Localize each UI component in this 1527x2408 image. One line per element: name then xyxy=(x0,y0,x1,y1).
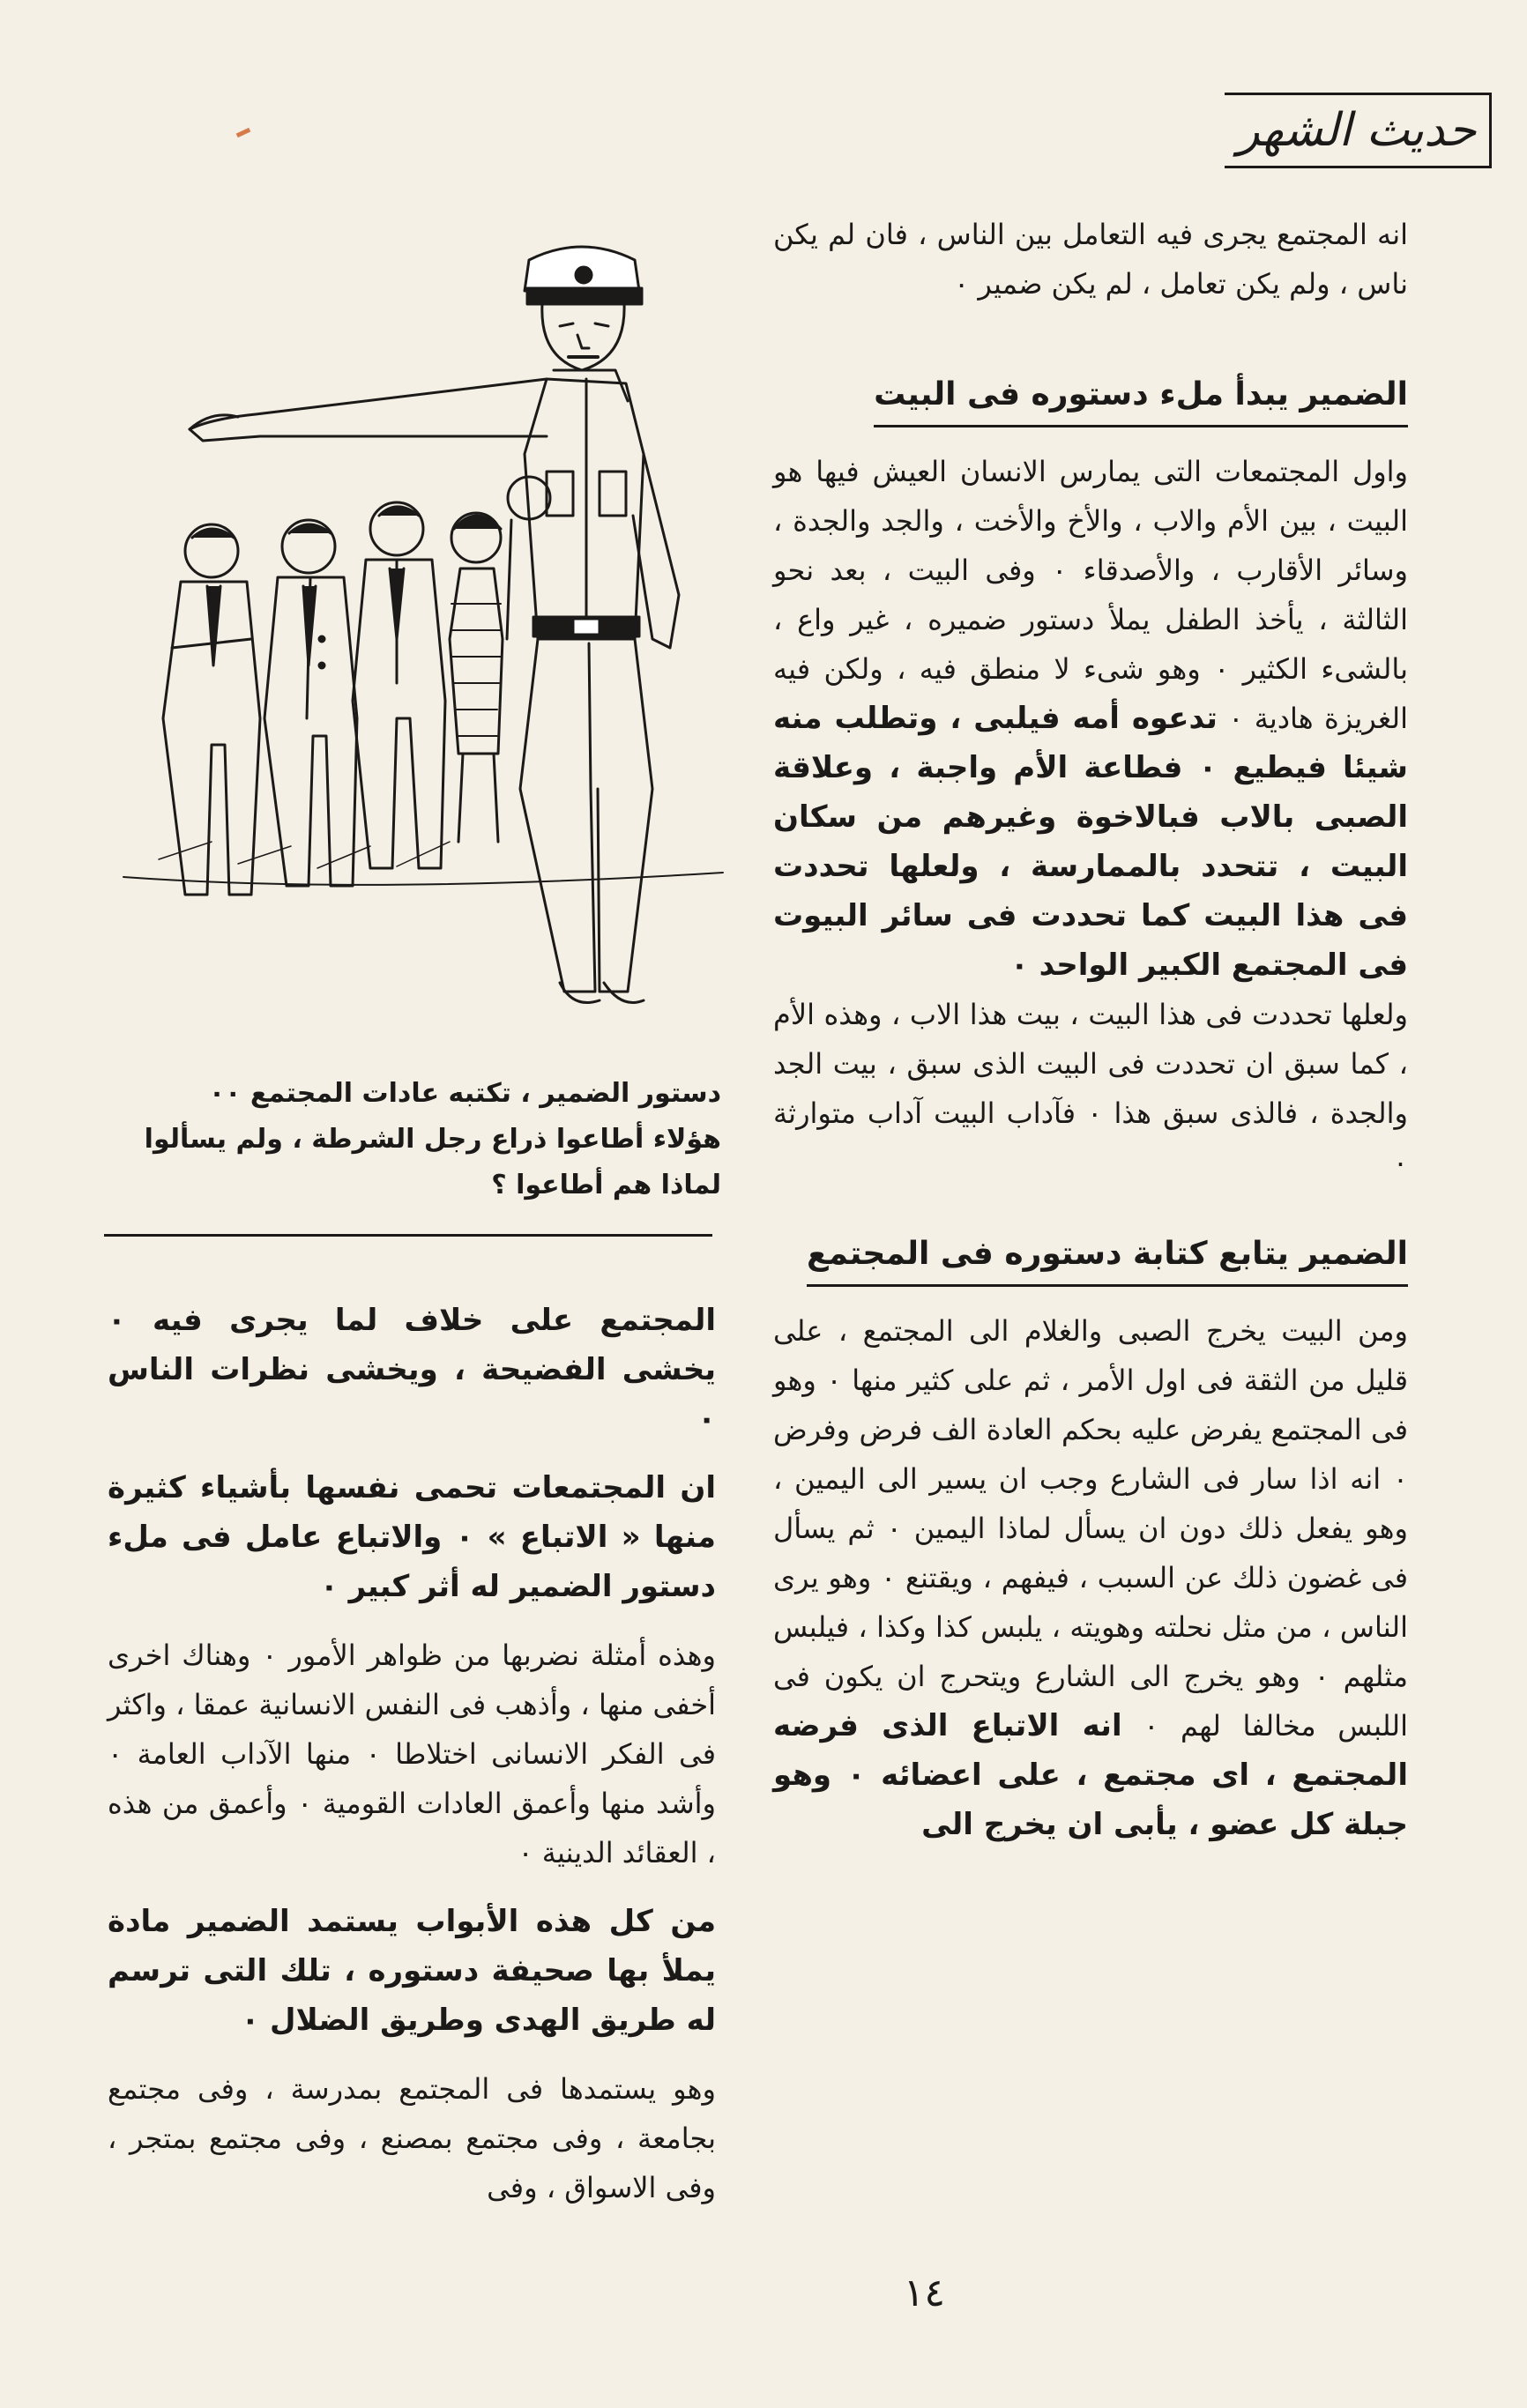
paragraph-text: واول المجتمعات التى يمارس الانسان العيش فيها هو البيت ، بين الأم والاب ، والأخ والأخت ، والجد والجدة ، وسائر الأقارب ، والأصدقاء ٠ وفى البيت ، بعد نحو الثالثة ، يأخذ الطفل يملأ دستور ضميره ، غير واع ، بالشىء الكثير ٠ وهو شىء لا منطق فيه ، ولكن فيه الغريزة هادية ٠ xyxy=(773,455,1409,735)
paragraph: وهو يستمدها فى المجتمع بمدرسة ، وفى مجتمع بجامعة ، وفى مجتمع بمصنع ، وفى مجتمع بمتجر ، وفى الاسواق ، وفى xyxy=(108,2072,716,2204)
bold-paragraph: من كل هذه الأبواب يستمد الضمير مادة يملأ بها صحيفة دستوره ، تلك التى ترسم له طريق الهدى وطريق الضلال ٠ xyxy=(108,1904,716,2038)
policeman-directing-crowd-icon xyxy=(106,225,741,1018)
illustration-caption xyxy=(104,1071,721,1208)
print-speck xyxy=(236,128,251,137)
paragraph-bold-text: تدعوه أمه فيلبى ، وتطلب منه شيئا فيطيع ٠ فطاعة الأم واجبة ، وعلاقة الصبى بالاب فبالاخوة وغيرهم من سكان البيت ، تتحدد بالممارسة ، ولعلها تحددت فى هذا البيت كما تحددت فى سائر البيوت فى المجتمع الكبير الواحد ٠ xyxy=(773,701,1408,983)
policeman-illustration xyxy=(106,225,741,1018)
paragraph: ولعلها تحددت فى هذا البيت ، بيت هذا الاب ، وهذه الأم ، كما سبق ان تحددت فى البيت الذى سبق ، بيت الجد والجدة ، فالذى سبق هذا ٠ فآداب البيت آداب متوارثة ٠ xyxy=(773,998,1409,1179)
left-column xyxy=(108,1296,716,2212)
page-number: ١٤ xyxy=(903,2271,945,2315)
section-title: حديث الشهر xyxy=(1237,104,1477,157)
paragraph: انه المجتمع يجرى فيه التعامل بين الناس ، فان لم يكن ناس ، ولم يكن تعامل ، لم يكن ضمير ٠ xyxy=(773,218,1408,301)
column-divider xyxy=(104,1234,712,1237)
bold-paragraph: ان المجتمعات تحمى نفسها بأشياء كثيرة منها « الاتباع » ٠ والاتباع عامل فى ملء دستور الضمير له أثر كبير ٠ xyxy=(108,1470,716,1604)
right-column xyxy=(773,210,1408,1849)
paragraph-bold-text: انه الاتباع الذى فرضه المجتمع ، اى مجتمع ، على اعضائه ٠ وهو جبلة كل عضو ، يأبى ان يخرج الى xyxy=(773,1708,1408,1842)
caption-line: دستور الضمير ، تكتبه عادات المجتمع ٠٠ xyxy=(208,1078,721,1109)
paragraph xyxy=(773,1306,1408,1849)
bold-paragraph: المجتمع على خلاف لما يجرى فيه ٠ يخشى الفضيحة ، ويخشى نظرات الناس ٠ xyxy=(108,1303,716,1437)
caption-line: هؤلاء أطاعوا ذراع رجل الشرطة ، ولم يسألوا xyxy=(144,1124,721,1155)
paragraph xyxy=(773,447,1408,990)
subheading: الضمير يتابع كتابة دستوره فى المجتمع xyxy=(807,1230,1408,1287)
caption-line: لماذا هم أطاعوا ؟ xyxy=(491,1170,721,1200)
paragraph-text: ومن البيت يخرج الصبى والغلام الى المجتمع ، على قليل من الثقة فى اول الأمر ، ثم على كثير منها ٠ وهو فى المجتمع يفرض عليه بحكم العادة الف فرض وفرض ٠ انه اذا سار فى الشارع وجب ان يسير الى اليمين ، وهو يفعل ذلك دون ان يسأل لماذا اليمين ٠ ثم يسأل فى غضون ذلك عن السبب ، فيفهم ، ويقتنع ٠ وهو يرى الناس ، من مثل نحلته وهويته ، يلبس كذا وكذا ، فيلبس مثلهم ٠ وهو يخرج الى الشارع ويتحرج ان يكون فى اللبس مخالفا لهم ٠ xyxy=(773,1314,1409,1743)
section-header xyxy=(1225,93,1492,168)
paragraph: وهذه أمثلة نضربها من ظواهر الأمور ٠ وهناك اخرى أخفى منها ، وأذهب فى النفس الانسانية عمقا ، واكثر فى الفكر الانسانى اختلاطا ٠ منها الآداب العامة ٠ وأشد منها وأعمق العادات القومية ٠ وأعمق من هذه ، العقائد الدينية ٠ xyxy=(108,1639,717,1869)
subheading: الضمير يبدأ ملء دستوره فى البيت xyxy=(874,370,1408,427)
